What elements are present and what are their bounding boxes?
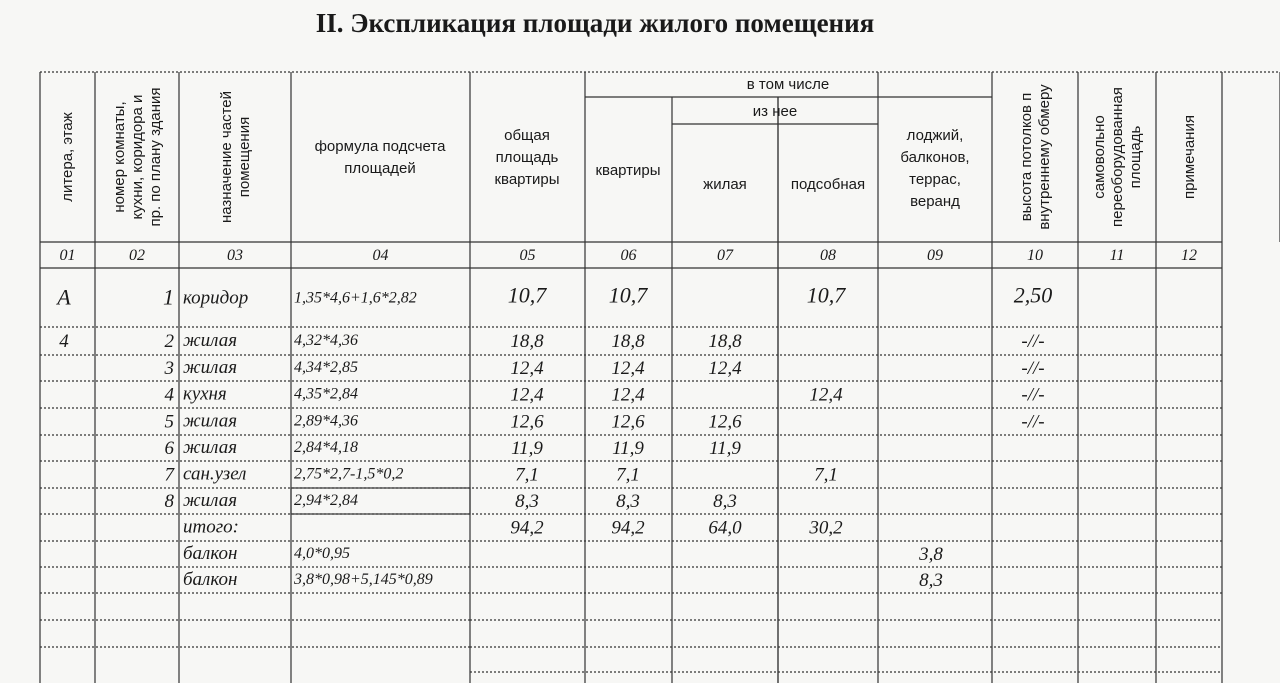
header-group-including: в том числе <box>746 76 830 93</box>
header-balconies-line: веранд <box>910 193 960 210</box>
cell-apartment-area: 7,1 <box>616 464 640 486</box>
header-ceiling-height-line: высота потолков п <box>1018 92 1035 222</box>
cell-living-area: 8,3 <box>713 491 737 512</box>
header-room-purpose <box>218 91 253 223</box>
cell-room-number: 5 <box>164 411 174 433</box>
header-room-number-line: номер комнаты, <box>111 101 128 213</box>
column-number: 12 <box>1181 247 1197 264</box>
cell-room-name: жилая <box>183 490 238 511</box>
cell-room-name: кухня <box>183 383 227 405</box>
cell-ceiling-height: 2,50 <box>1013 282 1053 308</box>
header-formula-line: площадей <box>344 160 416 177</box>
header-balconies-line: террас, <box>909 171 961 188</box>
cell-apartment-area: 10,7 <box>608 282 648 308</box>
table-header <box>59 76 1198 230</box>
header-room-number-line: кухни, коридора и <box>129 94 146 220</box>
cell-litera: А <box>57 284 71 310</box>
header-unauthorized-area-line: переоборудованная <box>1109 87 1126 227</box>
table-row <box>165 464 838 486</box>
cell-room-name: балкон <box>183 569 238 590</box>
cell-apartment-area: 12,4 <box>611 358 645 379</box>
header-living-line: жилая <box>703 176 747 193</box>
table-row <box>183 569 943 591</box>
cell-room-number: 3 <box>164 358 174 379</box>
cell-living-area: 12,6 <box>708 411 742 433</box>
table-row <box>165 437 742 459</box>
cell-room-name: сан.узел <box>183 463 247 485</box>
column-number: 07 <box>717 247 733 264</box>
column-number: 11 <box>1109 247 1125 264</box>
header-balconies <box>900 127 969 210</box>
header-total-area <box>494 127 559 188</box>
cell-room-name: коридор <box>183 287 249 309</box>
header-unauthorized-area <box>1091 87 1144 227</box>
header-balconies-line: лоджий, <box>906 127 964 144</box>
cell-room-name: балкон <box>183 543 238 564</box>
header-auxiliary-line: подсобная <box>790 176 866 193</box>
table-row <box>164 357 1045 379</box>
cell-formula: 2,89*4,36 <box>294 412 358 430</box>
table-row <box>183 543 943 565</box>
header-formula <box>315 138 447 177</box>
cell-ceiling-height: -//- <box>1021 358 1045 379</box>
cell-living-area: 64,0 <box>708 517 742 539</box>
column-number: 01 <box>59 247 76 264</box>
header-apartment-line: квартиры <box>595 162 661 179</box>
column-number: 06 <box>620 247 637 264</box>
table-body <box>55 283 1052 592</box>
table-row <box>55 283 1052 310</box>
cell-total-area: 7,1 <box>515 464 539 486</box>
table-row <box>165 490 737 512</box>
document-title: II. Экспликация площади жилого помещения <box>315 8 875 38</box>
header-auxiliary <box>791 176 865 193</box>
cell-living-area: 18,8 <box>708 331 742 352</box>
cell-room-number: 2 <box>164 331 174 352</box>
header-total-area-line: общая <box>504 127 550 144</box>
column-number: 03 <box>227 247 243 264</box>
header-notes <box>1181 115 1198 199</box>
header-unauthorized-area-line: площадь <box>1127 125 1144 189</box>
cell-living-area: 12,4 <box>708 358 742 379</box>
cell-room-number: 6 <box>164 438 174 459</box>
header-notes-line: примечания <box>1181 115 1198 199</box>
cell-total-area: 10,7 <box>507 282 547 308</box>
header-balconies-line: балконов, <box>900 149 970 166</box>
cell-auxiliary-area: 10,7 <box>806 282 846 308</box>
cell-auxiliary-area: 30,2 <box>809 517 843 539</box>
header-room-number-line: пр. по плану здания <box>147 87 164 227</box>
cell-ceiling-height: -//- <box>1021 331 1045 352</box>
cell-apartment-area: 8,3 <box>616 491 640 512</box>
table-row <box>165 384 1045 406</box>
cell-formula: 4,0*0,95 <box>294 545 350 562</box>
header-formula-line: формула подсчета <box>314 138 446 155</box>
cell-apartment-area: 12,4 <box>611 384 645 406</box>
cell-living-area: 11,9 <box>709 438 741 459</box>
cell-formula: 4,34*2,85 <box>294 359 358 376</box>
header-litera <box>59 112 76 202</box>
cell-formula: 3,8*0,98+5,145*0,89 <box>294 571 433 588</box>
cell-formula: 4,35*2,84 <box>294 385 358 403</box>
cell-total-area: 11,9 <box>511 438 543 459</box>
cell-ceiling-height: -//- <box>1021 384 1045 406</box>
header-room-purpose-line: помещения <box>236 116 253 198</box>
cell-formula: 2,94*2,84 <box>294 492 358 509</box>
table-row <box>183 517 843 539</box>
cell-formula: 2,84*4,18 <box>294 439 358 456</box>
cell-total-area: 94,2 <box>510 517 544 539</box>
cell-room-number: 8 <box>164 491 174 512</box>
cell-formula: 2,75*2,7-1,5*0,2 <box>294 465 404 483</box>
cell-total-area: 12,4 <box>510 358 544 379</box>
header-total-area-line: квартиры <box>494 171 560 188</box>
cell-room-number: 7 <box>164 464 174 486</box>
cell-total-area: 12,6 <box>510 411 544 433</box>
column-number: 08 <box>820 247 836 264</box>
header-litera-line: литера, этаж <box>59 112 76 202</box>
cell-room-number: 1 <box>163 284 174 310</box>
cell-formula: 1,35*4,6+1,6*2,82 <box>294 289 417 307</box>
cell-apartment-area: 12,6 <box>611 411 645 433</box>
header-ceiling-height <box>1018 84 1053 230</box>
cell-apartment-area: 18,8 <box>611 331 645 352</box>
column-number: 04 <box>372 247 389 264</box>
cell-auxiliary-area: 7,1 <box>814 464 838 486</box>
column-number: 09 <box>927 247 943 264</box>
table-row <box>59 330 1044 352</box>
cell-room-name: жилая <box>183 330 238 351</box>
header-unauthorized-area-line: самовольно <box>1091 115 1108 199</box>
header-group-of-it: из нее <box>752 103 798 120</box>
column-number: 10 <box>1027 247 1043 264</box>
cell-total-area: 18,8 <box>510 331 544 352</box>
header-living <box>703 176 747 193</box>
column-number: 02 <box>129 247 145 264</box>
cell-litera: 4 <box>59 331 69 352</box>
cell-room-name: жилая <box>183 357 238 378</box>
cell-apartment-area: 11,9 <box>612 438 644 459</box>
cell-balcony-area: 8,3 <box>919 570 943 591</box>
cell-formula: 4,32*4,36 <box>294 332 358 349</box>
cell-room-name: итого: <box>183 516 239 538</box>
cell-total-area: 12,4 <box>510 384 544 406</box>
cell-apartment-area: 94,2 <box>611 517 645 539</box>
cell-balcony-area: 3,8 <box>919 544 943 565</box>
cell-room-name: жилая <box>183 437 238 458</box>
cell-total-area: 8,3 <box>515 491 539 512</box>
column-number-row <box>60 247 1198 264</box>
cell-room-name: жилая <box>183 410 238 432</box>
header-total-area-line: площадь <box>495 149 559 166</box>
header-ceiling-height-line: внутреннему обмеру <box>1036 84 1053 230</box>
header-room-purpose-line: назначение частей <box>218 90 235 224</box>
cell-auxiliary-area: 12,4 <box>809 384 843 406</box>
header-room-number <box>111 87 164 226</box>
table-row <box>165 411 1045 433</box>
column-number: 05 <box>519 247 536 264</box>
header-apartment <box>595 162 660 179</box>
cell-room-number: 4 <box>164 384 174 406</box>
cell-ceiling-height: -//- <box>1021 411 1045 433</box>
